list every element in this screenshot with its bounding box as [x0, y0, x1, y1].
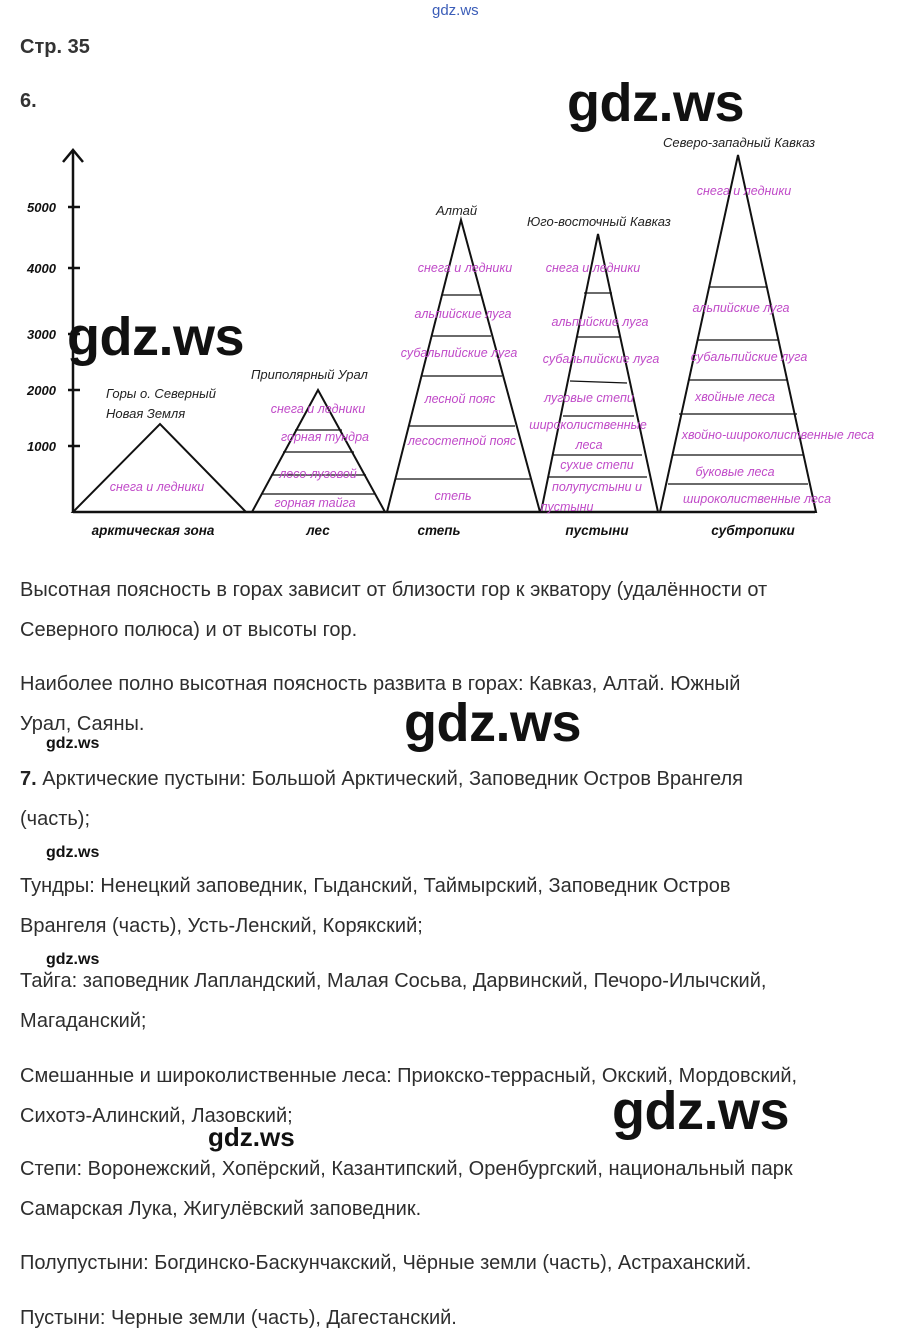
zone-label: лесной пояс: [424, 392, 496, 406]
zone-label: снега и ледники: [417, 261, 513, 275]
zone-label: пустыни: [540, 500, 594, 514]
category-label: субтропики: [711, 523, 795, 538]
zone-label: лесо-луговой: [279, 467, 357, 481]
zone-label: субальпийские луга: [542, 352, 660, 366]
zone-label: снега и ледники: [696, 184, 792, 198]
zone-label: хвойные леса: [695, 390, 775, 404]
paragraph-steppes: Степи: Воронежский, Хопёрский, Казантипский, Оренбургский, национальный парк Самарская Лука, Жигулёвский заповедник.: [20, 1158, 793, 1220]
category-label: степь: [417, 523, 461, 538]
mountain-name: Горы о. Северный: [106, 386, 216, 401]
mountain-altai: [387, 203, 540, 512]
zone-label: широколиственные: [529, 418, 647, 432]
paragraph-semi-deserts: Полупустыни: Богдинско-Баскунчакский, Чёрные земли (часть), Астраханский.: [20, 1252, 752, 1274]
watermark: gdz.ws: [67, 307, 245, 367]
mountain-subpolar-urals: [251, 367, 385, 512]
category-label: пустыни: [565, 523, 629, 538]
paragraph-taiga: Тайга: заповедник Лапландский, Малая Сосьва, Дарвинский, Печоро-Илычский, Магаданский;: [20, 970, 767, 1032]
zone-label: хвойно-широколиственные леса: [681, 428, 875, 442]
zone-label: сухие степи: [560, 458, 634, 472]
mountain-name: Новая Земля: [106, 406, 186, 421]
task-7-number: 7.: [20, 768, 37, 790]
paragraph-zonation-factors: Высотная поясность в горах зависит от близости гор к экватору (удалённости от Северного полюса) и от высоты гор.: [20, 579, 768, 641]
zone-label: субальпийские луга: [400, 346, 518, 360]
mountain-arctic: [73, 386, 246, 512]
mountain-name: Юго-восточный Кавказ: [527, 214, 671, 229]
paragraph-tundra: Тундры: Ненецкий заповедник, Гыданский, Таймырский, Заповедник Остров Врангеля (часть), Усть-Ленский, Корякский;: [20, 875, 731, 937]
task-6-number: 6.: [20, 90, 37, 112]
zone-label: широколиственные леса: [682, 492, 832, 506]
paragraph-arctic-deserts: 7. Арктические пустыни: Большой Арктический, Заповедник Остров Врангеля (часть);: [20, 768, 743, 830]
watermark: gdz.ws: [46, 951, 100, 968]
watermark: gdz.ws: [404, 693, 582, 753]
zone-label: луговые степи: [544, 391, 634, 405]
y-tick-label: 3000: [27, 327, 56, 342]
y-tick-label: 2000: [27, 383, 56, 398]
zone-label: буковые леса: [695, 465, 775, 479]
zone-label: снега и ледники: [270, 402, 366, 416]
mountain-nw-caucasus: [660, 135, 874, 512]
zone-label: леса: [575, 438, 603, 452]
zone-label: горная тайга: [274, 496, 356, 510]
paragraph-mixed-forests: Смешанные и широколиственные леса: Приокско-террасный, Окский, Мордовский, Сихотэ-Алинский, Лазовский;: [20, 1065, 798, 1127]
watermark: gdz.ws: [612, 1081, 790, 1141]
zone-label: снега и ледники: [109, 480, 205, 494]
y-tick-label: 4000: [27, 261, 56, 276]
category-label: арктическая зона: [91, 523, 215, 538]
category-label: лес: [306, 523, 330, 538]
paragraph-deserts: Пустыни: Черные земли (часть), Дагестанский.: [20, 1307, 457, 1329]
zone-label: альпийские луга: [414, 307, 512, 321]
zone-label: альпийские луга: [551, 315, 649, 329]
mountain-name: Алтай: [436, 203, 478, 218]
zone-label: альпийские луга: [692, 301, 790, 315]
page-reference: Стр. 35: [20, 36, 90, 58]
zone-label: снега и ледники: [545, 261, 641, 275]
zone-label: субальпийские луга: [690, 350, 808, 364]
watermark: gdz.ws: [208, 1122, 295, 1152]
paragraph-zonation-mountains: Наиболее полно высотная поясность развита в горах: Кавказ, Алтай. Южный Урал, Саяны.: [20, 673, 741, 735]
zone-label: полупустыни и: [552, 480, 642, 494]
zone-label: горная тундра: [281, 430, 369, 444]
y-tick-label: 1000: [27, 439, 56, 454]
y-tick-label: 5000: [27, 200, 56, 215]
site-link-top[interactable]: gdz.ws: [432, 2, 479, 19]
zone-label: степь: [434, 489, 472, 503]
watermark: gdz.ws: [567, 73, 745, 133]
zone-label: лесостепной пояс: [407, 434, 517, 448]
watermark: gdz.ws: [46, 844, 100, 861]
altitudinal-zonation-diagram: [0, 0, 918, 560]
mountain-name: Приполярный Урал: [251, 367, 368, 382]
mountain-name: Северо-западный Кавказ: [663, 135, 816, 150]
watermark: gdz.ws: [46, 735, 100, 752]
mountain-se-caucasus: [527, 214, 671, 514]
